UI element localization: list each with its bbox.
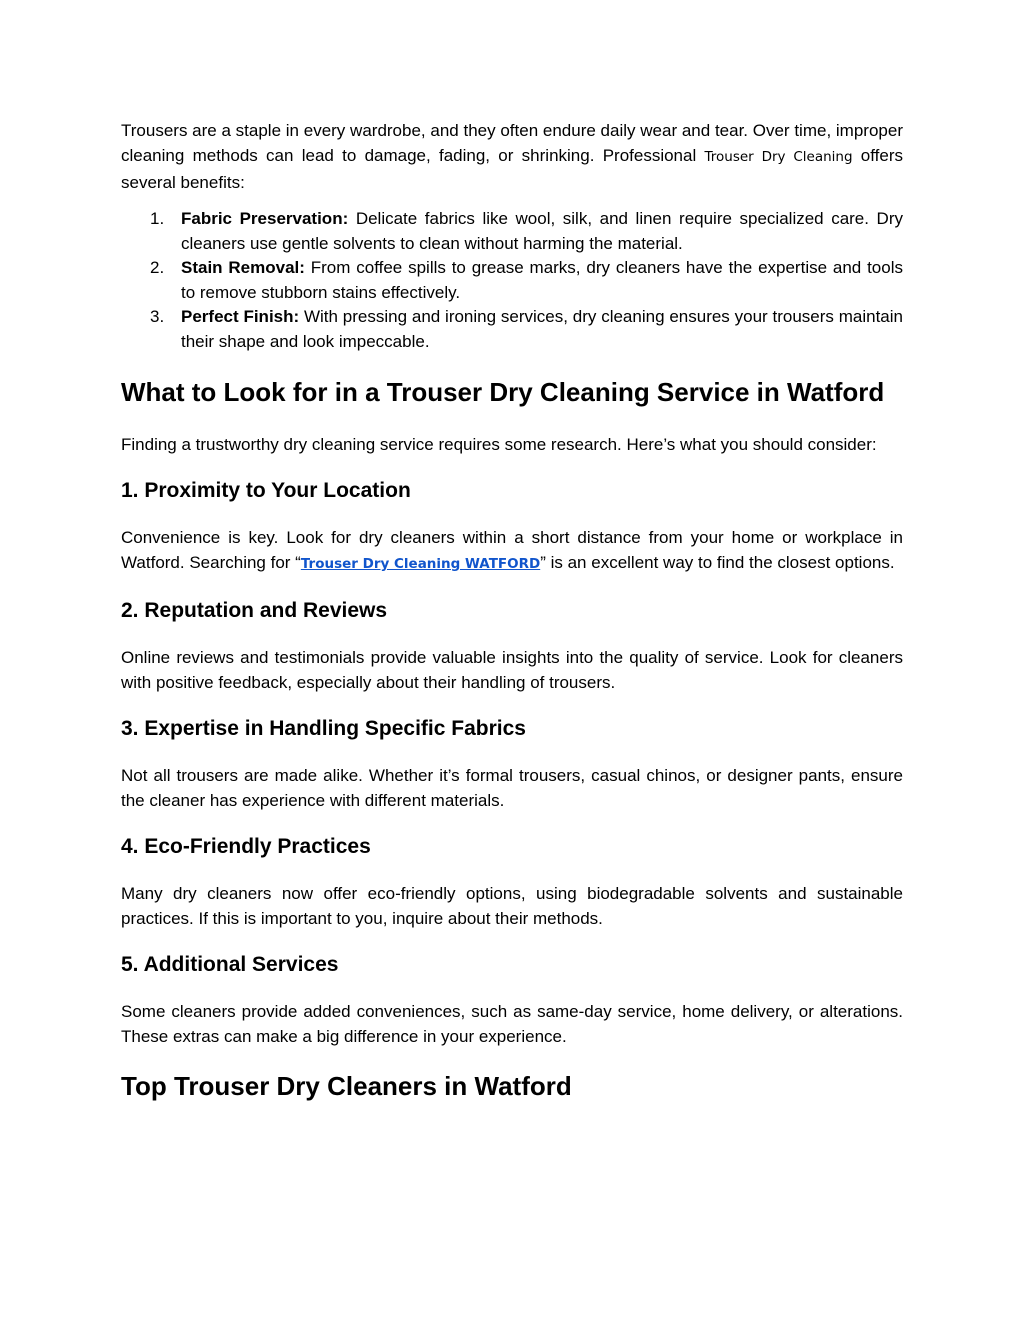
paragraph-additional: Some cleaners provide added conveniences, such as same-day service, home delivery, or alterations. These extras can make a big difference in your experience. — [121, 1002, 903, 1046]
list-number: 3. — [150, 307, 165, 326]
intro-paragraph: Trousers are a staple in every wardrobe, and they often endure daily wear and tear. Over time, improper cleaning methods can lead to damage, fading, or shrinking. Professional Trouser Dry Cleaning offers several benefits: — [121, 121, 904, 192]
heading-additional: 5. Additional Services — [121, 953, 339, 976]
document-body — [121, 118, 903, 1126]
list-item-text: Delicate fabrics like wool, silk, and linen require specialized care. Dry cleaners use gentle solvents to clean without harming the material. — [181, 209, 903, 253]
list-item — [121, 207, 903, 256]
section-heading-look: What to Look for in a Trouser Dry Cleaning Service in Watford — [121, 377, 885, 407]
paragraph-reputation: Online reviews and testimonials provide valuable insights into the quality of service. Look for cleaners with positive feedback, especially about their handling of trousers. — [121, 648, 903, 692]
section-look-intro: Finding a trustworthy dry cleaning service requires some research. Here’s what you should consider: — [121, 435, 877, 454]
heading-eco: 4. Eco-Friendly Practices — [121, 835, 371, 858]
list-number: 1. — [150, 209, 165, 228]
list-item-title: Stain Removal: — [181, 258, 305, 277]
section-heading-top: Top Trouser Dry Cleaners in Watford — [121, 1071, 572, 1101]
list-item-text: With pressing and ironing services, dry cleaning ensures your trousers maintain their shape and look impeccable. — [181, 307, 903, 351]
paragraph-proximity: Convenience is key. Look for dry cleaners within a short distance from your home or workplace in Watford. Searching for “Trouser Dry Cleaning WATFORD” is an excellent way to find the closest options. — [121, 528, 903, 572]
list-item-title: Perfect Finish: — [181, 307, 300, 326]
list-item — [121, 256, 903, 305]
watford-link[interactable]: Trouser Dry Cleaning WATFORD — [300, 556, 541, 572]
list-item-title: Fabric Preservation: — [181, 209, 349, 228]
heading-expertise: 3. Expertise in Handling Specific Fabrics — [121, 717, 526, 740]
paragraph-expertise: Not all trousers are made alike. Whether it’s formal trousers, casual chinos, or designer pants, ensure the cleaner has experience with different materials. — [121, 766, 903, 810]
paragraph-eco: Many dry cleaners now offer eco-friendly options, using biodegradable solvents and sustainable practices. If this is important to you, inquire about their methods. — [121, 884, 903, 928]
inline-term: Trouser Dry Cleaning — [704, 149, 853, 165]
list-item-text: From coffee spills to grease marks, dry cleaners have the expertise and tools to remove stubborn stains effectively. — [181, 258, 903, 302]
heading-proximity: 1. Proximity to Your Location — [121, 479, 411, 502]
benefits-list — [121, 207, 903, 354]
list-number: 2. — [150, 258, 165, 277]
heading-reputation: 2. Reputation and Reviews — [121, 599, 388, 622]
list-item — [121, 305, 903, 354]
